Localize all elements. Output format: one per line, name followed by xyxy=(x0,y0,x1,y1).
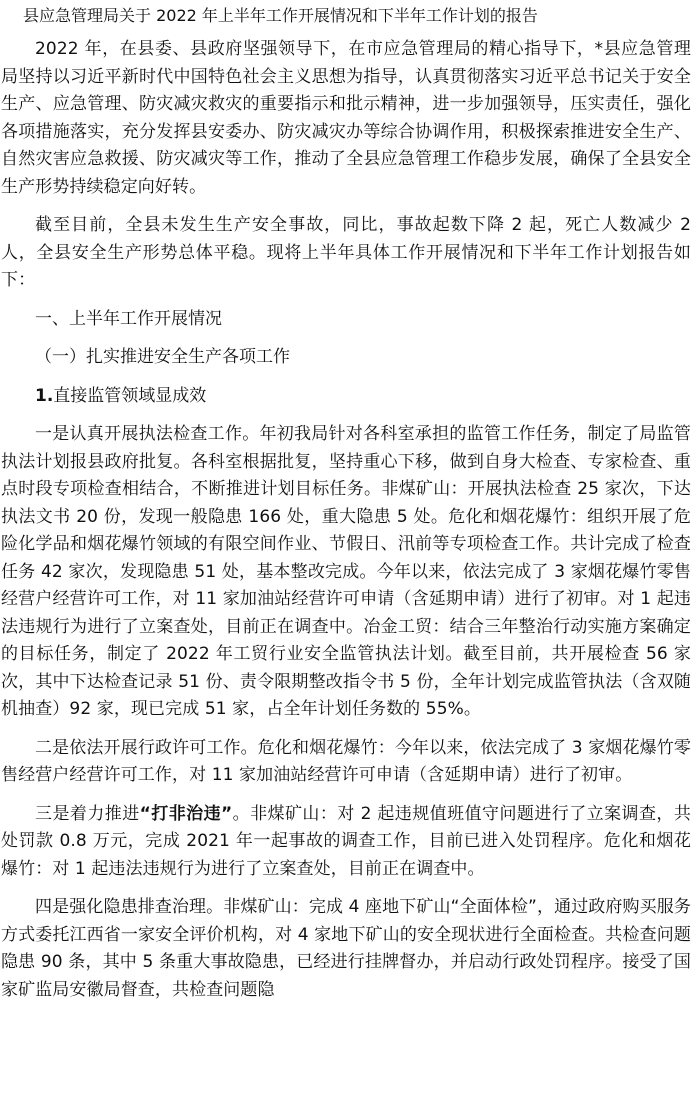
paragraph-summary: 截至目前，全县未发生生产安全事故，同比，事故起数下降 2 起，死亡人数减少 2 人，全县安全生产形势总体平稳。现将上半年具体工作开展情况和下半年工作计划报告如下： xyxy=(1,215,691,290)
paragraph-enforcement: 一是认真开展执法检查工作。年初我局针对各科室承担的监管工作任务，制定了局监管执法计划报县政府批复。各科室根据批复，坚持重心下移，做到自身大检查、专家检查、重点时段专项检查相结合，不断推进计划目标任务。非煤矿山：开展执法检查 25 家次，下达执法文书 20 份，发现一般隐患 166 处，重大隐患 5 处。危化和烟花爆竹：组织开展了危险化学品和烟花爆竹领域的有限空间作业、节假日、汛前等专项检查工作。共计完成了检查任务 42 家次，发现隐患 51 处，基本整改完成。今年以来，依法完成了 3 家烟花爆竹零售经营户经营许可工作，对 11 家加油站经营许可申请（含延期申请）进行了初审。对 1 起违法违规行为进行了立案查处，目前正在调查中。冶金工贸：结合三年整治行动实施方案确定的目标任务，制定了 2022 年工贸行业安全监管执法计划。截至目前，共开展检查 56 家次，其中下达检查记录 51 份、责令限期整改指令书 5 份，全年计划完成监管执法（含双随机抽查）92 家，现已完成 51 家，占全年计划任务数的 55%。 xyxy=(1,424,691,719)
crackdown-lead: 三是着力推进 xyxy=(35,803,140,824)
crackdown-rest: 。非煤矿山：对 2 起违规值班值守问题进行了立案调查，共处罚款 0.8 万元，完成 2021 年一起事故的调查工作，目前已进入处罚程序。危化和烟花爆竹：对 1 起违法违规行为进行了立案查处，目前正在调查中。 xyxy=(1,803,691,879)
heading-subsection-1: （一）扎实推进安全生产各项工作 xyxy=(35,347,290,367)
heading-item-number: 1. xyxy=(35,385,54,406)
heading-item-text: 直接监管领域显成效 xyxy=(53,385,207,406)
document-title: 县应急管理局关于 2022 年上半年工作开展情况和下半年工作计划的报告 xyxy=(23,6,538,25)
paragraph-licensing: 二是依法开展行政许可工作。危化和烟花爆竹：今年以来，依法完成了 3 家烟花爆竹零售经营户经营许可工作，对 11 家加油站经营许可申请（含延期申请）进行了初审。 xyxy=(1,737,691,785)
paragraph-crackdown xyxy=(1,801,691,884)
paragraph-intro: 2022 年，在县委、县政府坚强领导下，在市应急管理局的精心指导下，*县应急管理局坚持以习近平新时代中国特色社会主义思想为指导，认真贯彻落实习近平总书记关于安全生产、应急管理、防灾减灾救灾的重要指示和批示精神，进一步加强领导，压实责任，强化各项措施落实，充分发挥县安委办、防灾减灾办等综合协调作用，积极探索推进安全生产、自然灾害应急救援、防灾减灾等工作，推动了全县应急管理工作稳步发展，确保了全县安全生产形势持续稳定向好转。 xyxy=(1,39,691,197)
crackdown-keyword: “打非治违” xyxy=(139,803,233,824)
paragraph-hazard-inspection: 四是强化隐患排查治理。非煤矿山：完成 4 座地下矿山“全面体检”，通过政府购买服务方式委托江西省一家安全评价机构，对 4 家地下矿山的安全现状进行全面检查。共检查问题隐患 90 条，其中 5 条重大事故隐患，已经进行挂牌督办，并启动行政处罚程序。接受了国家矿监局安徽局督查，共检查问题隐 xyxy=(1,897,691,1000)
heading-section-1: 一、上半年工作开展情况 xyxy=(35,308,222,329)
heading-item-1 xyxy=(1,383,691,411)
